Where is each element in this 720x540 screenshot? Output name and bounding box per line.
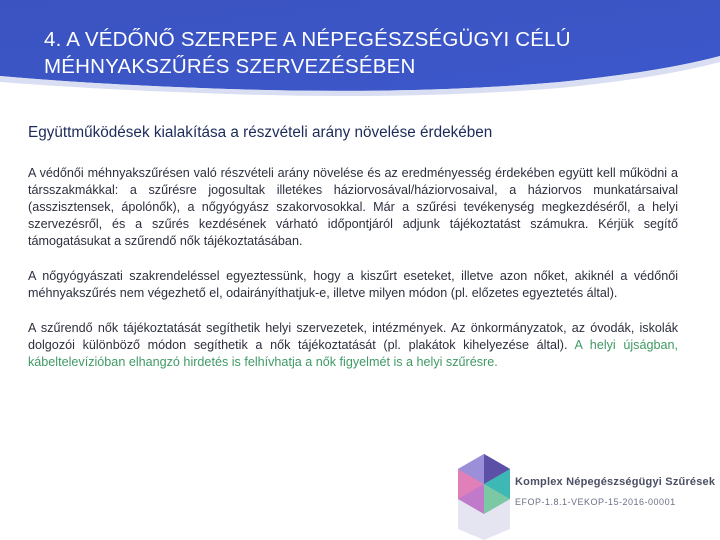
section-subtitle: Együttműködések kialakítása a részvételi arány növelése érdekében bbox=[28, 124, 493, 141]
paragraph-3-highlight: A helyi újságban, kábeltelevízióban elhangzó hirdetés is felhívhatja a nők figyelmét is a helyi szűrésre. bbox=[28, 338, 678, 369]
hexagon-logo-icon bbox=[456, 452, 512, 540]
title-line-2: MÉHNYAKSZŰRÉS SZERVEZÉSÉBEN bbox=[44, 55, 416, 78]
logo-project-code: EFOP-1.8.1-VEKOP-15-2016-00001 bbox=[515, 497, 676, 507]
paragraph-3-text: A szűrendő nők tájékoztatását segíthetik helyi szervezetek, intézmények. Az önkormányzatok, az óvodák, iskolák dolgozói különböző módon segíthetik a nők tájékoztatását (pl. plakátok kihelyezése által). bbox=[28, 321, 678, 352]
logo-title: Komplex Népegészségügyi Szűrések bbox=[515, 476, 716, 488]
body-text bbox=[28, 165, 678, 389]
title-banner bbox=[0, 0, 720, 100]
page-title bbox=[44, 26, 684, 80]
paragraph-3 bbox=[28, 320, 678, 371]
paragraph-2: A nőgyógyászati szakrendeléssel egyeztessünk, hogy a kiszűrt eseteket, illetve azon nőket, akiknél a védőnői méhnyakszűrés nem végezhető el, odairányíthatjuk-e, illetve milyen módon (pl. előzetes egyeztetés által). bbox=[28, 269, 678, 300]
program-logo bbox=[456, 452, 720, 540]
paragraph-1: A védőnői méhnyakszűrésen való részvételi arány növelése és az eredményesség érdekében együtt kell működni a társszakmákkal: a szűrésre jogosultak illetékes háziorvosával/háziorvosaival, a háziorvos munkatársaival (asszisztensek, ápolónők), a nőgyógyász szakorvosokkal. Már a szűrési tevékenység megkezdéséről, a helyi szervezésről, és a szűrés kezdésének várható időpontjáról adjunk tájékoztatást számukra. Kérjük segítő támogatásukat a szűrendő nők tájékoztatásában. bbox=[28, 166, 678, 248]
title-line-1: 4. A VÉDŐNŐ SZEREPE A NÉPEGÉSZSÉGÜGYI CÉLÚ bbox=[44, 28, 571, 51]
